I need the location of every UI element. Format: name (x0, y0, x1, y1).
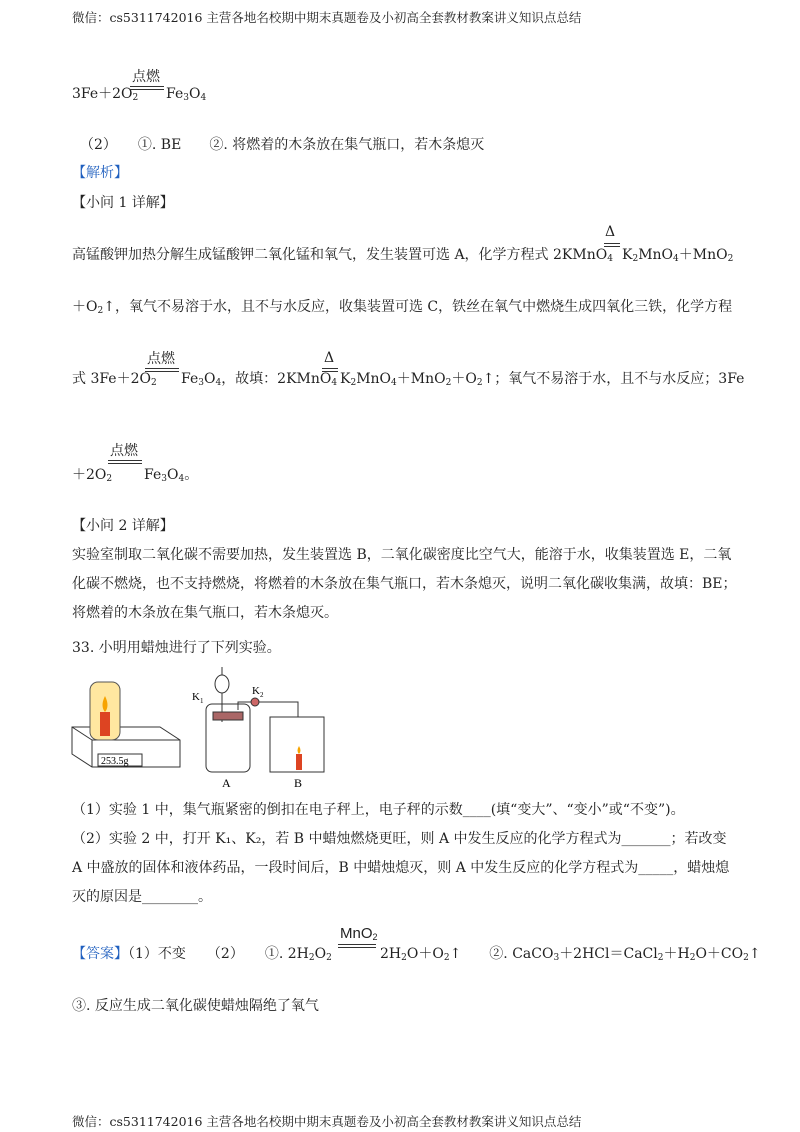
delta-symbol: Δ (605, 224, 616, 240)
catalyst-label: MnO$_2$ (340, 925, 378, 942)
answer-3: ③. 反应生成二氧化碳使蜡烛隔绝了氧气 (72, 998, 319, 1014)
q33-part1: （1）实验 1 中，集气瓶紧密的倒扣在电子秤上，电子秤的示数____(填“变大”、“变小”或“不变”)。 (72, 802, 685, 818)
scale-readout: 253.5g (101, 756, 129, 767)
svg-text:1: 1 (200, 697, 204, 705)
answer-line-rest: $2H_2O+O_2↑$ ②. $CaCO_3+2HCl=CaCl_2+H_2O+CO_2↑$ (380, 946, 761, 963)
answer-line: 【答案】（1）不变 （2） ①. $2H_2O_2$ (72, 946, 332, 963)
label-b: B (294, 776, 303, 790)
label-a: A (222, 776, 231, 790)
subq1-title: 【小问 1 详解】 (72, 195, 174, 211)
svg-text:K: K (192, 691, 200, 703)
page-footer: 微信：cs5311742016 主营各地名校期中期末真题卷及小初高全套教材教案讲义知识点总结 (72, 1114, 582, 1129)
page-header: 微信：cs5311742016 主营各地名校期中期末真题卷及小初高全套教材教案讲义知识点总结 (72, 10, 582, 25)
answer-2-line: （2） ①. BE ②. 将燃着的木条放在集气瓶口，若木条熄灭 (80, 137, 485, 153)
svg-text:K: K (252, 685, 260, 697)
analysis-label: 【解析】 (72, 165, 128, 181)
experiment-figure (70, 662, 350, 792)
q1-line1: 高锰酸钾加热分解生成锰酸钾二氧化锰和氧气，发生装置可选 A，化学方程式 2KMnO$_4$ (72, 247, 613, 264)
q1-line3: 式 $3Fe+2O_2$ (72, 371, 157, 388)
question-33: 33. 小明用蜡烛进行了下列实验。 (72, 640, 281, 656)
q1-line4: $+2O_2$ (72, 467, 113, 484)
subq2-title: 【小问 2 详解】 (72, 518, 174, 534)
q2-text: 实验室制取二氧化碳不需要加热，发生装置选 B，二氧化碳密度比空气大，能溶于水，收集装置选 E，二氧化碳不燃烧，也不支持燃烧，将燃着的木条放在集气瓶口，若木条熄灭，说明二氧化碳收集满，故填：BE；将燃着的木条放在集气瓶口，若木条熄灭。 (72, 547, 737, 621)
svg-text:2: 2 (260, 691, 264, 699)
q33-part2: （2）实验 2 中，打开 K₁、K₂，若 B 中蜡烛燃烧更旺，则 A 中发生反应的化学方程式为_______；若改变 A 中盛放的固体和液体药品，一段时间后，B 中蜡烛熄灭，则 A 中发生反应的化学方程式为_____，蜡烛熄灭的原因是________。 (72, 831, 730, 905)
q1-line2: $+O_2↑$，氧气不易溶于水，且不与水反应，收集装置可选 C，铁丝在氧气中燃烧生成四氧化三铁，化学方程 (72, 299, 733, 316)
